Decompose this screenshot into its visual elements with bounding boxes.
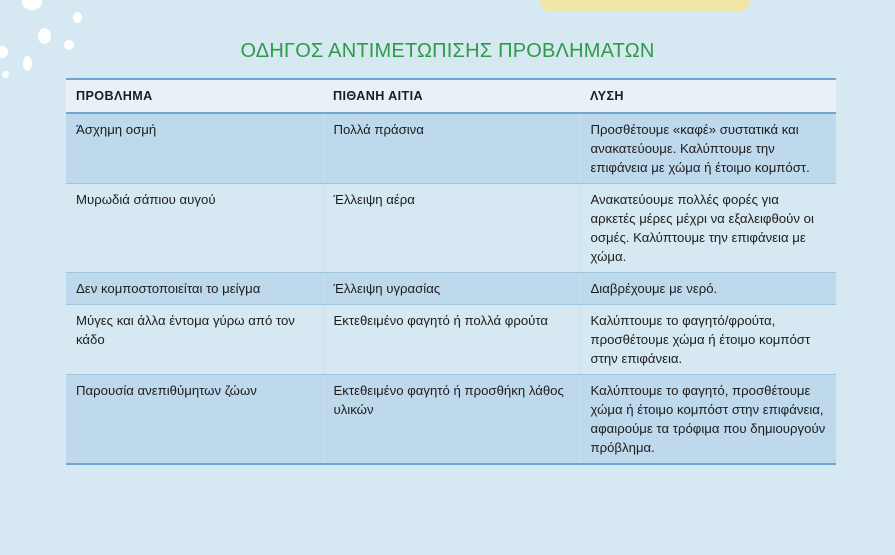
table-row [66,375,836,465]
column-header-cause: ΠΙΘΑΝΗ ΑΙΤΙΑ [323,79,580,113]
table-row [66,305,836,375]
solution-cell: Καλύπτουμε το φαγητό, προσθέτουμε χώμα ή έτοιμο κομπόστ στην επιφάνεια, αφαιρούμε τα τρόφιμα που δημιουργούν πρόβλημα. [580,375,836,465]
column-header-solution: ΛΥΣΗ [580,79,836,113]
table-row [66,273,836,305]
table-row [66,113,836,184]
problem-cell: Μύγες και άλλα έντομα γύρω από τον κάδο [66,305,323,375]
decorative-dot [73,12,82,23]
problem-cell: Άσχημη οσμή [66,113,323,184]
solution-cell: Προσθέτουμε «καφέ» συστατικά και ανακατεύουμε. Καλύπτουμε την επιφάνεια με χώμα ή έτοιμο κομπόστ. [580,113,836,184]
table-row [66,184,836,273]
column-header-problem: ΠΡΟΒΛΗΜΑ [66,79,323,113]
solution-cell: Καλύπτουμε το φαγητό/φρούτα, προσθέτουμε χώμα ή έτοιμο κομπόστ στην επιφάνεια. [580,305,836,375]
solution-cell: Ανακατεύουμε πολλές φορές για αρκετές μέρες μέχρι να εξαλειφθούν οι οσμές. Καλύπτουμε την επιφάνεια με χώμα. [580,184,836,273]
decorative-dot [2,71,9,78]
problem-cell: Δεν κομποστοποιείται το μείγμα [66,273,323,305]
cause-cell: Έλλειψη αέρα [323,184,580,273]
cause-cell: Εκτεθειμένο φαγητό ή πολλά φρούτα [323,305,580,375]
cause-cell: Εκτεθειμένο φαγητό ή προσθήκη λάθος υλικών [323,375,580,465]
table-header-row [66,79,836,113]
page-title: ΟΔΗΓΟΣ ΑΝΤΙΜΕΤΩΠΙΣΗΣ ΠΡΟΒΛΗΜΑΤΩΝ [240,40,655,62]
problem-cell: Μυρωδιά σάπιου αυγού [66,184,323,273]
solution-cell: Διαβρέχουμε με νερό. [580,273,836,305]
problem-cell: Παρουσία ανεπιθύμητων ζώων [66,375,323,465]
decorative-dot [22,0,42,10]
cause-cell: Έλλειψη υγρασίας [323,273,580,305]
troubleshooting-table [66,78,836,465]
top-decoration [540,0,750,12]
cause-cell: Πολλά πράσινα [323,113,580,184]
